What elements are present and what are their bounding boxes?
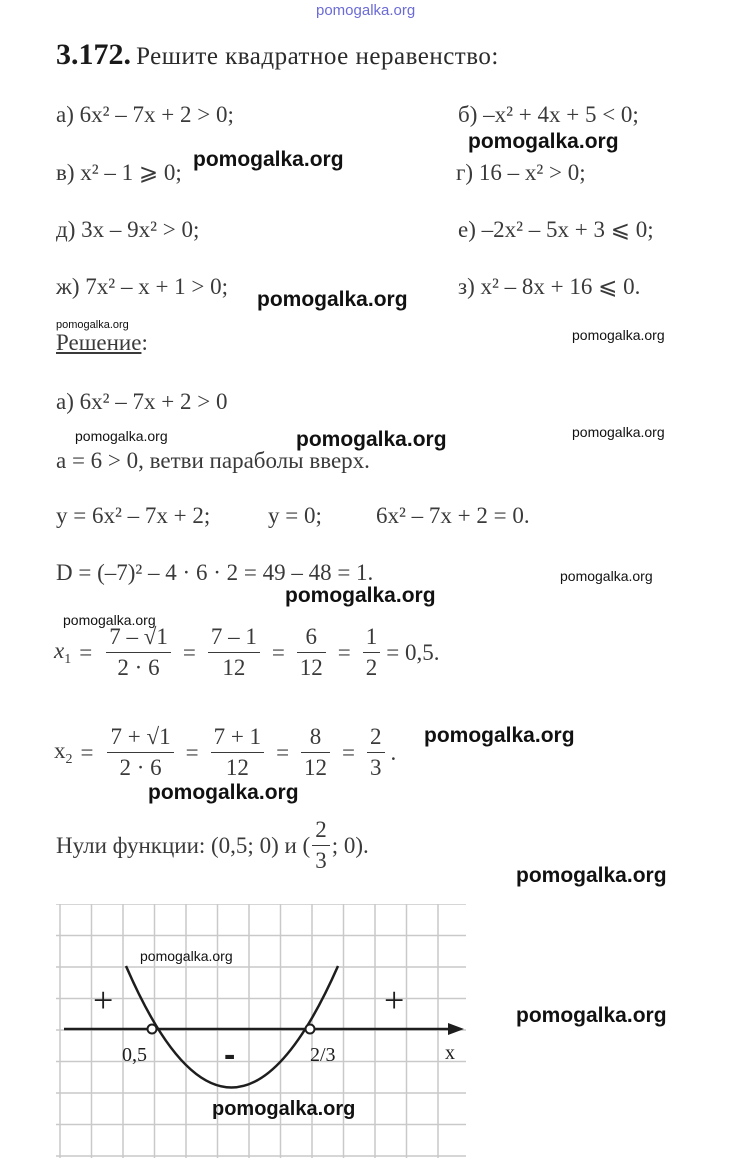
watermark: pomogalka.org [148, 781, 299, 804]
y-zero: y = 0; [268, 503, 322, 528]
watermark: pomogalka.org [572, 327, 665, 343]
watermark: pomogalka.org [56, 319, 129, 331]
watermark-top: pomogalka.org [316, 2, 416, 19]
x1-frac-2: $\frac{7 - 1}{12}$ [208, 622, 260, 683]
branches-line: a = 6 > 0, ветви параболы вверх. [56, 448, 370, 473]
watermark: pomogalka.org [516, 864, 667, 887]
x2-frac-1: $\frac{7 + √1}{2 \cdot 6}$ [107, 722, 173, 783]
watermark: pomogalka.org [572, 424, 665, 440]
zeros-suffix: ; 0). [331, 832, 369, 858]
root-label-1: 0,5 [122, 1044, 147, 1066]
discriminant-line: D = (–7)² – 4 · 6 · 2 = 49 – 48 = 1. [56, 560, 374, 585]
task-item-g: г) 16 – x² > 0; [456, 160, 586, 185]
minus-sign: - [224, 1036, 236, 1074]
plus-left: + [93, 980, 114, 1020]
x1-label: $x_1$ [54, 637, 72, 667]
zeros-line [56, 815, 369, 876]
equation-line: 6x² – 7x + 2 = 0. [376, 503, 530, 528]
solution-part-a: а) 6x² – 7x + 2 > 0 [56, 389, 228, 414]
watermark: pomogalka.org [468, 130, 619, 153]
watermark: pomogalka.org [140, 948, 233, 964]
watermark: pomogalka.org [285, 584, 436, 607]
x2-eq: = [80, 739, 94, 765]
x2-frac-2: $\frac{7 + 1}{12}$ [211, 722, 264, 783]
x-axis-arrow-icon [448, 1023, 464, 1035]
x2-end: . [390, 739, 397, 765]
task-number: 3.172. [56, 38, 131, 71]
plus-right: + [384, 980, 405, 1020]
task-item-zh: ж) 7x² – x + 1 > 0; [56, 274, 229, 299]
watermark: pomogalka.org [257, 288, 408, 311]
task-item-d: д) 3x – 9x² > 0; [56, 217, 200, 242]
task-header [56, 38, 499, 72]
root-point-1 [148, 1025, 157, 1034]
x1-frac-4: $\frac{1}{2}$ [363, 622, 381, 683]
watermark: pomogalka.org [560, 568, 653, 584]
solution-heading [56, 330, 148, 356]
watermark: pomogalka.org [75, 428, 168, 444]
task-item-b: б) –x² + 4x + 5 < 0; [458, 102, 639, 127]
root-label-2: 2/3 [310, 1044, 336, 1066]
x2-frac-3: $\frac{8}{12}$ [301, 722, 330, 783]
x2-frac-4: $\frac{2}{3}$ [367, 722, 385, 783]
x1-eq: = [79, 639, 93, 665]
watermark: pomogalka.org [424, 724, 575, 747]
x1-row: $x_1$ = $\frac{7 - √1}{2 \cdot 6}$ = $\frac{7 - 1}{12}$ = $\frac{6}{12}$ = $\frac{1}{2}$ = 0,5. [54, 622, 440, 683]
x1-frac-1: $\frac{7 - √1}{2 \cdot 6}$ [106, 622, 171, 683]
x1-result: = 0,5. [386, 639, 440, 665]
watermark: pomogalka.org [516, 1004, 667, 1027]
zeros-prefix: Нули функции: (0,5; 0) и ( [56, 832, 311, 858]
watermark: pomogalka.org [212, 1098, 356, 1120]
task-item-v: в) x² – 1 ⩾ 0; [56, 160, 182, 185]
task-text: Решите квадратное неравенство: [136, 43, 499, 70]
x2-label: $x_2$ [54, 737, 73, 767]
task-item-e: е) –2x² – 5x + 3 ⩽ 0; [458, 217, 654, 242]
zeros-frac: $\frac{2}{3}$ [312, 815, 330, 876]
watermark: pomogalka.org [193, 148, 344, 171]
axis-label: x [445, 1042, 455, 1064]
solution-heading-colon: : [141, 330, 148, 355]
function-line: y = 6x² – 7x + 2; [56, 503, 211, 528]
x1-frac-3: $\frac{6}{12}$ [297, 622, 326, 683]
x2-row: $x_2$ = $\frac{7 + √1}{2 \cdot 6}$ = $\frac{7 + 1}{12}$ = $\frac{8}{12}$ = $\frac{2}{3}$ . [54, 722, 396, 783]
parabola-graph [56, 904, 470, 1158]
task-item-a: а) 6x² – 7x + 2 > 0; [56, 102, 234, 127]
watermark: pomogalka.org [63, 612, 156, 628]
watermark: pomogalka.org [296, 428, 447, 451]
task-item-z: з) x² – 8x + 16 ⩽ 0. [458, 274, 641, 299]
solution-heading-text: Решение [56, 330, 142, 355]
root-point-2 [306, 1025, 315, 1034]
